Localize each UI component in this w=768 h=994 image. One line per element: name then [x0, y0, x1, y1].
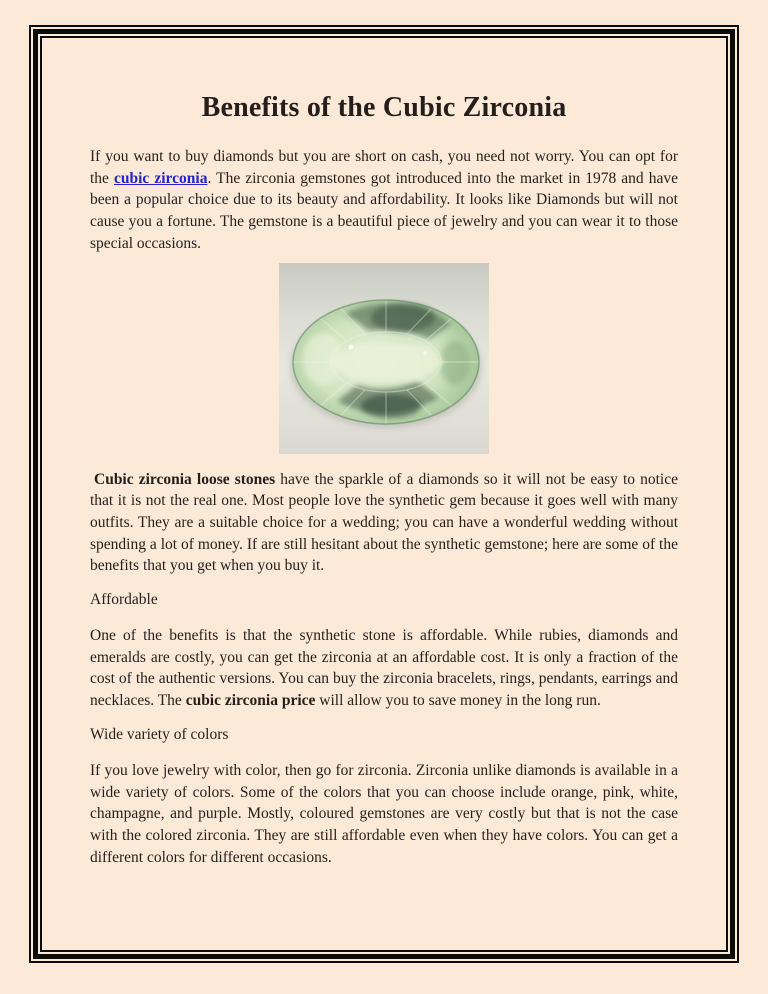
intro-paragraph	[90, 146, 678, 255]
loose-stones-paragraph	[90, 469, 678, 578]
loose-stones-bold-text: Cubic zirconia loose stones	[94, 470, 276, 488]
cubic-zirconia-link[interactable]: cubic zirconia	[114, 169, 208, 187]
outer-border-frame	[29, 25, 739, 963]
page-title: Benefits of the Cubic Zirconia	[201, 92, 567, 123]
document-content-area	[40, 36, 728, 952]
gemstone-illustration	[279, 263, 489, 454]
cubic-zirconia-price-bold-text: cubic zirconia price	[185, 692, 316, 710]
affordable-text-after-bold: will allow you to save money in the long run.	[315, 692, 601, 710]
intro-text-after-link: . The zirconia gemstones got introduced into the market in 1978 and have been a popular choice due to its beauty and affordability. It looks like Diamonds but will not cause you a fortune. The gemstone is a beautiful piece of jewelry and you can wear it to those special occasions.	[90, 169, 678, 252]
colors-heading: Wide variety of colors	[90, 725, 229, 743]
loose-stones-text: have the sparkle of a diamonds so it will not be easy to notice that it is not the real one. Most people love the synthetic gem because it goes well with many outfits. They are a suitable choice for a wedding; you can have a wonderful wedding without spending a lot of money. If are still hesitant about the synthetic gemstone; here are some of the benefits that you get when you buy it.	[90, 470, 679, 575]
gemstone-photo	[279, 263, 489, 454]
affordable-text-before-bold: One of the benefits is that the synthetic stone is affordable. While rubies, diamonds and emeralds are costly, you can get the zirconia at an affordable cost. It is only a fraction of the cost of the authentic versions. You can buy the zirconia bracelets, rings, pendants, earrings and necklaces. The	[90, 627, 678, 710]
affordable-paragraph	[90, 625, 678, 712]
colors-paragraph: If you love jewelry with color, then go for zirconia. Zirconia unlike diamonds is available in a wide variety of colors. Some of the colors that you can choose include orange, pink, white, champagne, and purple. Mostly, coloured gemstones are very costly but that is not the case with the colored zirconia. They are still affordable even when they have colors. You can get a different colors for different occasions.	[90, 761, 678, 866]
middle-border-frame	[33, 29, 735, 959]
intro-text-before-link: If you want to buy diamonds but you are short on cash, you need not worry. You can opt for the	[90, 148, 678, 187]
affordable-heading: Affordable	[90, 591, 158, 609]
